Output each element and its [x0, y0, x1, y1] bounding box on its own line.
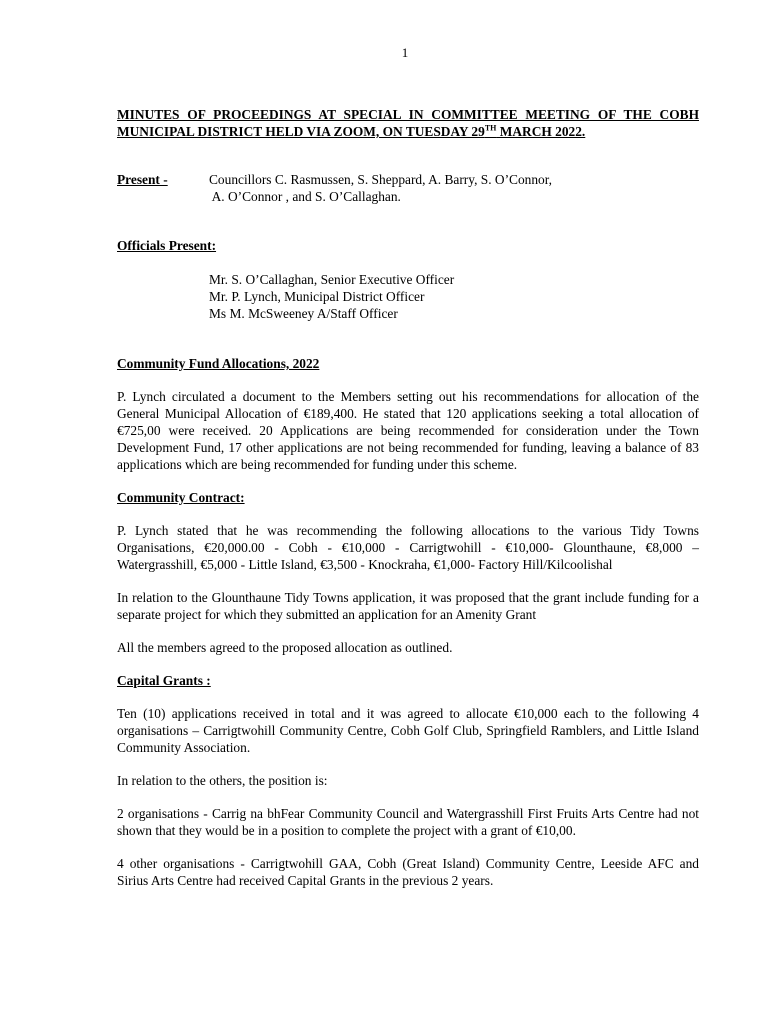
present-label: Present -	[117, 172, 168, 187]
present-line-1: Councillors C. Rasmussen, S. Sheppard, A. Barry, S. O’Connor,	[209, 172, 553, 187]
present-list	[209, 171, 699, 205]
officials-heading: Officials Present:	[117, 238, 217, 253]
official-item: Mr. S. O’Callaghan, Senior Executive Officer	[209, 272, 455, 287]
official-item: Mr. P. Lynch, Municipal District Officer	[209, 289, 425, 304]
capital-grants-paragraph-2: In relation to the others, the position is:	[117, 773, 328, 788]
community-fund-paragraph: P. Lynch circulated a document to the Members setting out his recommendations for allocation of the General Municipal Allocation of €189,400. He stated that 120 applications seeking a total allocation of €725,00 were received. 20 Applications are being recommended for consideration under the Town Development Fund, 17 other applications are not being recommended for funding, leaving a balance of 83 applications which are being recommended for funding under this scheme.	[117, 389, 699, 472]
community-contract-heading: Community Contract:	[117, 490, 245, 505]
community-contract-paragraph-3: All the members agreed to the proposed allocation as outlined.	[117, 640, 453, 655]
present-line-2: A. O’Connor , and S. O’Callaghan.	[209, 189, 401, 204]
capital-grants-heading: Capital Grants :	[117, 673, 211, 688]
title-superscript: TH	[484, 123, 497, 133]
document-body	[117, 106, 699, 889]
title-date: MARCH 2022.	[496, 124, 586, 139]
page-number: 1	[401, 45, 409, 60]
community-contract-paragraph-1: P. Lynch stated that he was recommending the following allocations to the various Tidy Towns Organisations, €20,000.00 - Cobh - €10,000 - Carrigtwohill - €10,000- Glounthaune, €8,000 – Watergrasshill, €5,000 - Little Island, €3,500 - Knockraha, €1,000- Factory Hill/Kilcoolishal	[117, 523, 699, 572]
officials-list	[117, 271, 699, 322]
document-title	[117, 106, 699, 140]
capital-grants-paragraph-1: Ten (10) applications received in total and it was agreed to allocate €10,000 each to the following 4 organisations – Carrigtwohill Community Centre, Cobh Golf Club, Springfield Ramblers, and Little Island Community Association.	[117, 706, 699, 755]
community-contract-paragraph-2: In relation to the Glounthaune Tidy Towns application, it was proposed that the grant include funding for a separate project for which they submitted an application for an Amenity Grant	[117, 590, 699, 622]
capital-grants-paragraph-3: 2 organisations - Carrig na bhFear Community Council and Watergrasshill First Fruits Arts Centre had not shown that they would be in a position to complete the project with a grant of €10,00.	[117, 806, 699, 838]
community-fund-heading: Community Fund Allocations, 2022	[117, 356, 320, 371]
capital-grants-paragraph-4: 4 other organisations - Carrigtwohill GAA, Cobh (Great Island) Community Centre, Leeside AFC and Sirius Arts Centre had received Capital Grants in the previous 2 years.	[117, 856, 699, 888]
present-section	[117, 171, 699, 205]
official-item: Ms M. McSweeney A/Staff Officer	[209, 306, 398, 321]
title-text: MINUTES OF PROCEEDINGS AT SPECIAL IN COMMITTEE MEETING OF THE COBH MUNICIPAL DISTRICT HELD VIA ZOOM, ON TUESDAY 29	[117, 107, 699, 139]
